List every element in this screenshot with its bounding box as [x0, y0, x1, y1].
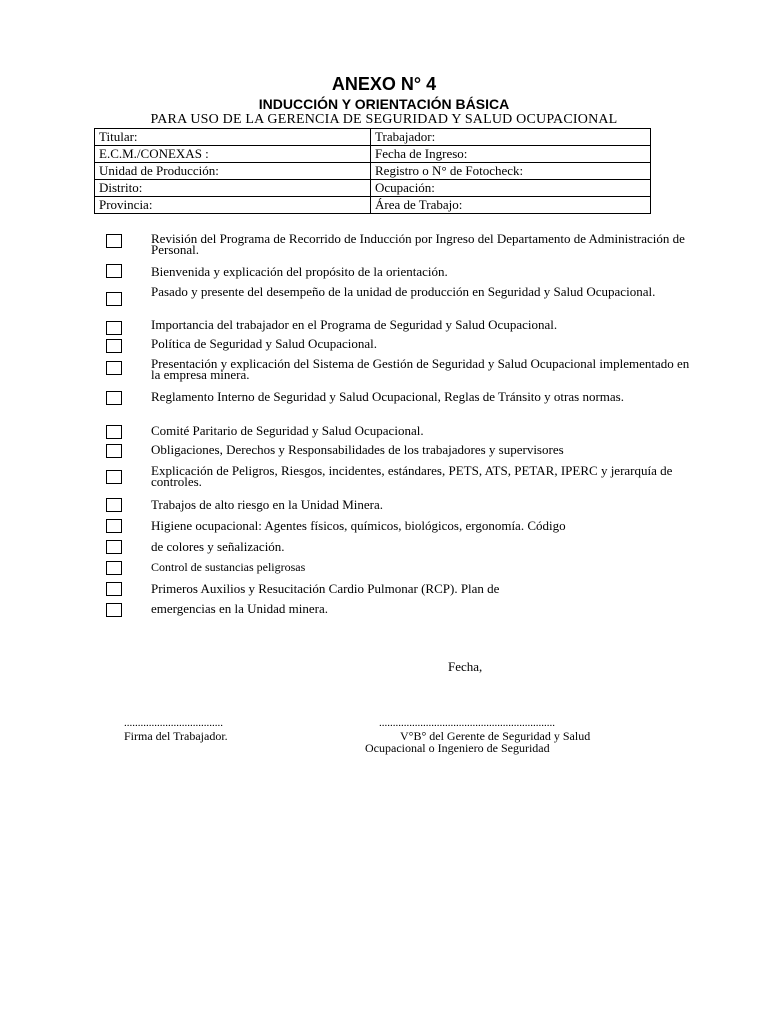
checkbox[interactable]: [106, 519, 122, 533]
checklist-item: Comité Paritario de Seguridad y Salud Ocupacional.: [151, 423, 424, 438]
checklist-item: Importancia del trabajador en el Programa de Seguridad y Salud Ocupacional.: [151, 317, 558, 332]
checklist-item: Bienvenida y explicación del propósito de la orientación.: [151, 264, 448, 279]
document-title: ANEXO N° 4: [331, 74, 437, 94]
table-row: [95, 180, 651, 197]
checklist-item: Presentación y explicación del Sistema de Gestión de Seguridad y Salud Ocupacional implementado en la empresa minera.: [151, 356, 690, 382]
checklist-item: Política de Seguridad y Salud Ocupacional.: [151, 336, 378, 351]
checkbox[interactable]: [106, 264, 122, 278]
checklist-item: Primeros Auxilios y Resucitación Cardio Pulmonar (RCP). Plan de: [151, 581, 500, 596]
checklist-item: de colores y señalización.: [151, 539, 285, 554]
manager-signature-label-line1: V°B° del Gerente de Seguridad y Salud: [400, 729, 591, 743]
checklist-item: emergencias en la Unidad minera.: [151, 601, 328, 616]
field-ecm-conexas[interactable]: E.C.M./CONEXAS :: [95, 146, 371, 163]
checkbox[interactable]: [106, 561, 122, 575]
date-label: Fecha,: [448, 659, 483, 674]
manager-signature-label-line2: Ocupacional o Ingeniero de Seguridad: [365, 741, 550, 755]
field-trabajador[interactable]: Trabajador:: [371, 129, 651, 146]
checkbox[interactable]: [106, 498, 122, 512]
checklist-item: Revisión del Programa de Recorrido de Inducción por Ingreso del Departamento de Administración de Personal.: [151, 231, 685, 257]
table-row: [95, 146, 651, 163]
table-row: [95, 197, 651, 214]
checklist-item: Pasado y presente del desempeño de la unidad de producción en Seguridad y Salud Ocupacional.: [151, 284, 656, 299]
worker-signature-label: Firma del Trabajador.: [124, 729, 228, 743]
checkbox[interactable]: [106, 540, 122, 554]
field-ocupacion[interactable]: Ocupación:: [371, 180, 651, 197]
checkbox[interactable]: [106, 292, 122, 306]
field-titular[interactable]: Titular:: [95, 129, 371, 146]
checkbox[interactable]: [106, 470, 122, 484]
checklist-item: Obligaciones, Derechos y Responsabilidades de los trabajadores y supervisores: [151, 442, 564, 457]
checklist-item: Trabajos de alto riesgo en la Unidad Minera.: [151, 497, 384, 512]
checkbox[interactable]: [106, 321, 122, 335]
document-subtitle-secondary: PARA USO DE LA GERENCIA DE SEGURIDAD Y SALUD OCUPACIONAL: [150, 112, 618, 127]
checkbox[interactable]: [106, 444, 122, 458]
field-area-trabajo[interactable]: Área de Trabajo:: [371, 197, 651, 214]
field-registro-fotocheck[interactable]: Registro o N° de Fotocheck:: [371, 163, 651, 180]
checkbox[interactable]: [106, 361, 122, 375]
checklist-item: Control de sustancias peligrosas: [151, 560, 306, 574]
document-subtitle: INDUCCIÓN Y ORIENTACIÓN BÁSICA: [258, 96, 510, 112]
field-unidad-produccion[interactable]: Unidad de Producción:: [95, 163, 371, 180]
table-row: [95, 129, 651, 146]
checkbox[interactable]: [106, 582, 122, 596]
field-distrito[interactable]: Distrito:: [95, 180, 371, 197]
checklist-item: Higiene ocupacional: Agentes físicos, químicos, biológicos, ergonomía. Código: [151, 518, 566, 533]
checklist-item: Explicación de Peligros, Riesgos, incidentes, estándares, PETS, ATS, PETAR, IPERC y jerarquía de controles.: [151, 463, 673, 489]
info-table: [94, 128, 651, 214]
checkbox[interactable]: [106, 339, 122, 353]
field-fecha-ingreso[interactable]: Fecha de Ingreso:: [371, 146, 651, 163]
checklist-item: Reglamento Interno de Seguridad y Salud Ocupacional, Reglas de Tránsito y otras normas.: [151, 389, 624, 404]
manager-signature-line: ................................................................: [379, 717, 555, 729]
checkbox[interactable]: [106, 603, 122, 617]
field-provincia[interactable]: Provincia:: [95, 197, 371, 214]
checkbox[interactable]: [106, 425, 122, 439]
table-row: [95, 163, 651, 180]
worker-signature-line: ....................................: [124, 717, 223, 729]
checkbox[interactable]: [106, 391, 122, 405]
checkbox[interactable]: [106, 234, 122, 248]
